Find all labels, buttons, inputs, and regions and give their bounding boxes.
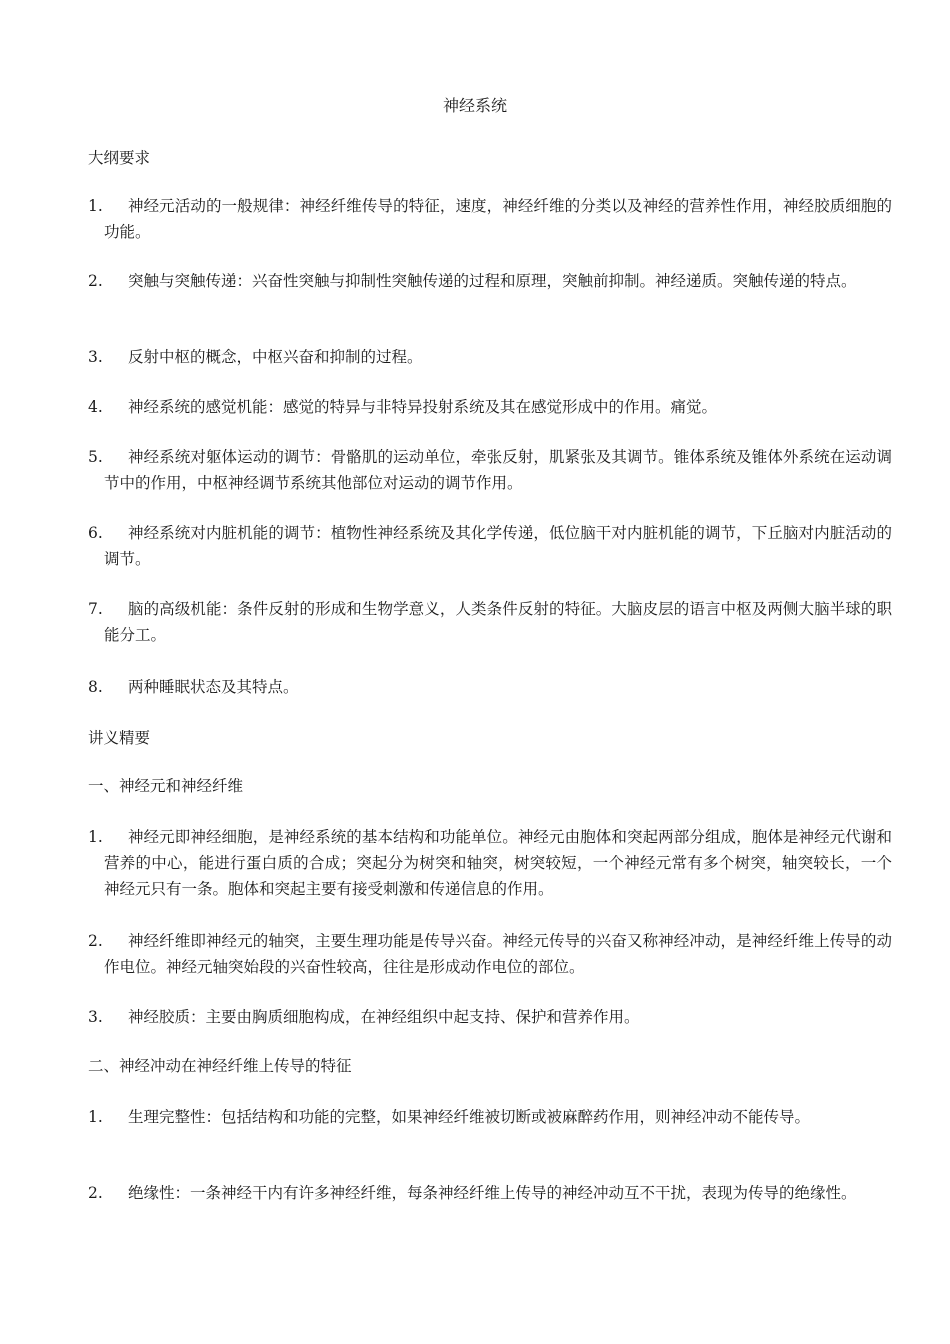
syllabus-item-8 bbox=[88, 674, 892, 700]
item-text: 神经元活动的一般规律：神经纤维传导的特征，速度，神经纤维的分类以及神经的营养性作用，神经胶质细胞的功能。 bbox=[104, 197, 892, 241]
item-number: 3. bbox=[88, 1008, 103, 1026]
item-text: 两种睡眠状态及其特点。 bbox=[128, 678, 299, 696]
item-text: 神经系统对躯体运动的调节：骨骼肌的运动单位，牵张反射，肌紧张及其调节。锥体系统及锥体外系统在运动调节中的作用，中枢神经调节系统其他部位对运动的调节作用。 bbox=[104, 448, 892, 492]
syllabus-item-1 bbox=[88, 193, 892, 245]
item-number: 2. bbox=[88, 272, 103, 290]
syllabus-item-4 bbox=[88, 394, 892, 420]
item-number: 1. bbox=[88, 1108, 103, 1126]
lecture-part2-item-2 bbox=[88, 1180, 892, 1206]
item-number: 2. bbox=[88, 1184, 103, 1202]
item-text: 神经元即神经细胞，是神经系统的基本结构和功能单位。神经元由胞体和突起两部分组成，胞体是神经元代谢和营养的中心，能进行蛋白质的合成；突起分为树突和轴突，树突较短，一个神经元常有多个树突，轴突较长，一个神经元只有一条。胞体和突起主要有接受刺激和传递信息的作用。 bbox=[104, 828, 892, 898]
item-text: 神经系统的感觉机能：感觉的特异与非特异投射系统及其在感觉形成中的作用。痛觉。 bbox=[128, 398, 718, 416]
item-text: 绝缘性：一条神经干内有许多神经纤维，每条神经纤维上传导的神经冲动互不干扰，表现为传导的绝缘性。 bbox=[128, 1184, 857, 1202]
item-text: 神经纤维即神经元的轴突，主要生理功能是传导兴奋。神经元传导的兴奋又称神经冲动，是神经纤维上传导的动作电位。神经元轴突始段的兴奋性较高，往往是形成动作电位的部位。 bbox=[104, 932, 892, 976]
syllabus-item-5 bbox=[88, 444, 892, 496]
item-number: 6. bbox=[88, 524, 103, 542]
item-text: 神经系统对内脏机能的调节：植物性神经系统及其化学传递，低位脑干对内脏机能的调节，下丘脑对内脏活动的调节。 bbox=[104, 524, 892, 568]
page-title: 神经系统 bbox=[442, 96, 507, 115]
item-text: 突触与突触传递：兴奋性突触与抑制性突触传递的过程和原理，突触前抑制。神经递质。突触传递的特点。 bbox=[128, 272, 857, 290]
item-text: 反射中枢的概念，中枢兴奋和抑制的过程。 bbox=[128, 348, 423, 366]
lecture-part1-item-2 bbox=[88, 928, 892, 980]
item-text: 生理完整性：包括结构和功能的完整，如果神经纤维被切断或被麻醉药作用，则神经冲动不能传导。 bbox=[128, 1108, 811, 1126]
lecture-part1-heading: 一、神经元和神经纤维 bbox=[88, 777, 244, 795]
item-number: 3. bbox=[88, 348, 103, 366]
lecture-heading: 讲义精要 bbox=[88, 729, 151, 747]
item-number: 8. bbox=[88, 678, 103, 696]
syllabus-heading: 大纲要求 bbox=[88, 149, 151, 167]
syllabus-item-3 bbox=[88, 344, 892, 370]
lecture-part1-item-1 bbox=[88, 824, 892, 902]
syllabus-item-2 bbox=[88, 268, 892, 294]
syllabus-item-7 bbox=[88, 596, 892, 648]
item-number: 1. bbox=[88, 828, 103, 846]
item-number: 2. bbox=[88, 932, 103, 950]
item-number: 1. bbox=[88, 197, 103, 215]
item-text: 脑的高级机能：条件反射的形成和生物学意义，人类条件反射的特征。大脑皮层的语言中枢及两侧大脑半球的职能分工。 bbox=[104, 600, 892, 644]
item-number: 5. bbox=[88, 448, 103, 466]
item-text: 神经胶质：主要由胸质细胞构成，在神经组织中起支持、保护和营养作用。 bbox=[128, 1008, 640, 1026]
lecture-part2-heading: 二、神经冲动在神经纤维上传导的特征 bbox=[88, 1057, 352, 1075]
lecture-part2-item-1 bbox=[88, 1104, 892, 1130]
item-number: 4. bbox=[88, 398, 103, 416]
item-number: 7. bbox=[88, 600, 103, 618]
syllabus-item-6 bbox=[88, 520, 892, 572]
lecture-part1-item-3 bbox=[88, 1004, 892, 1030]
